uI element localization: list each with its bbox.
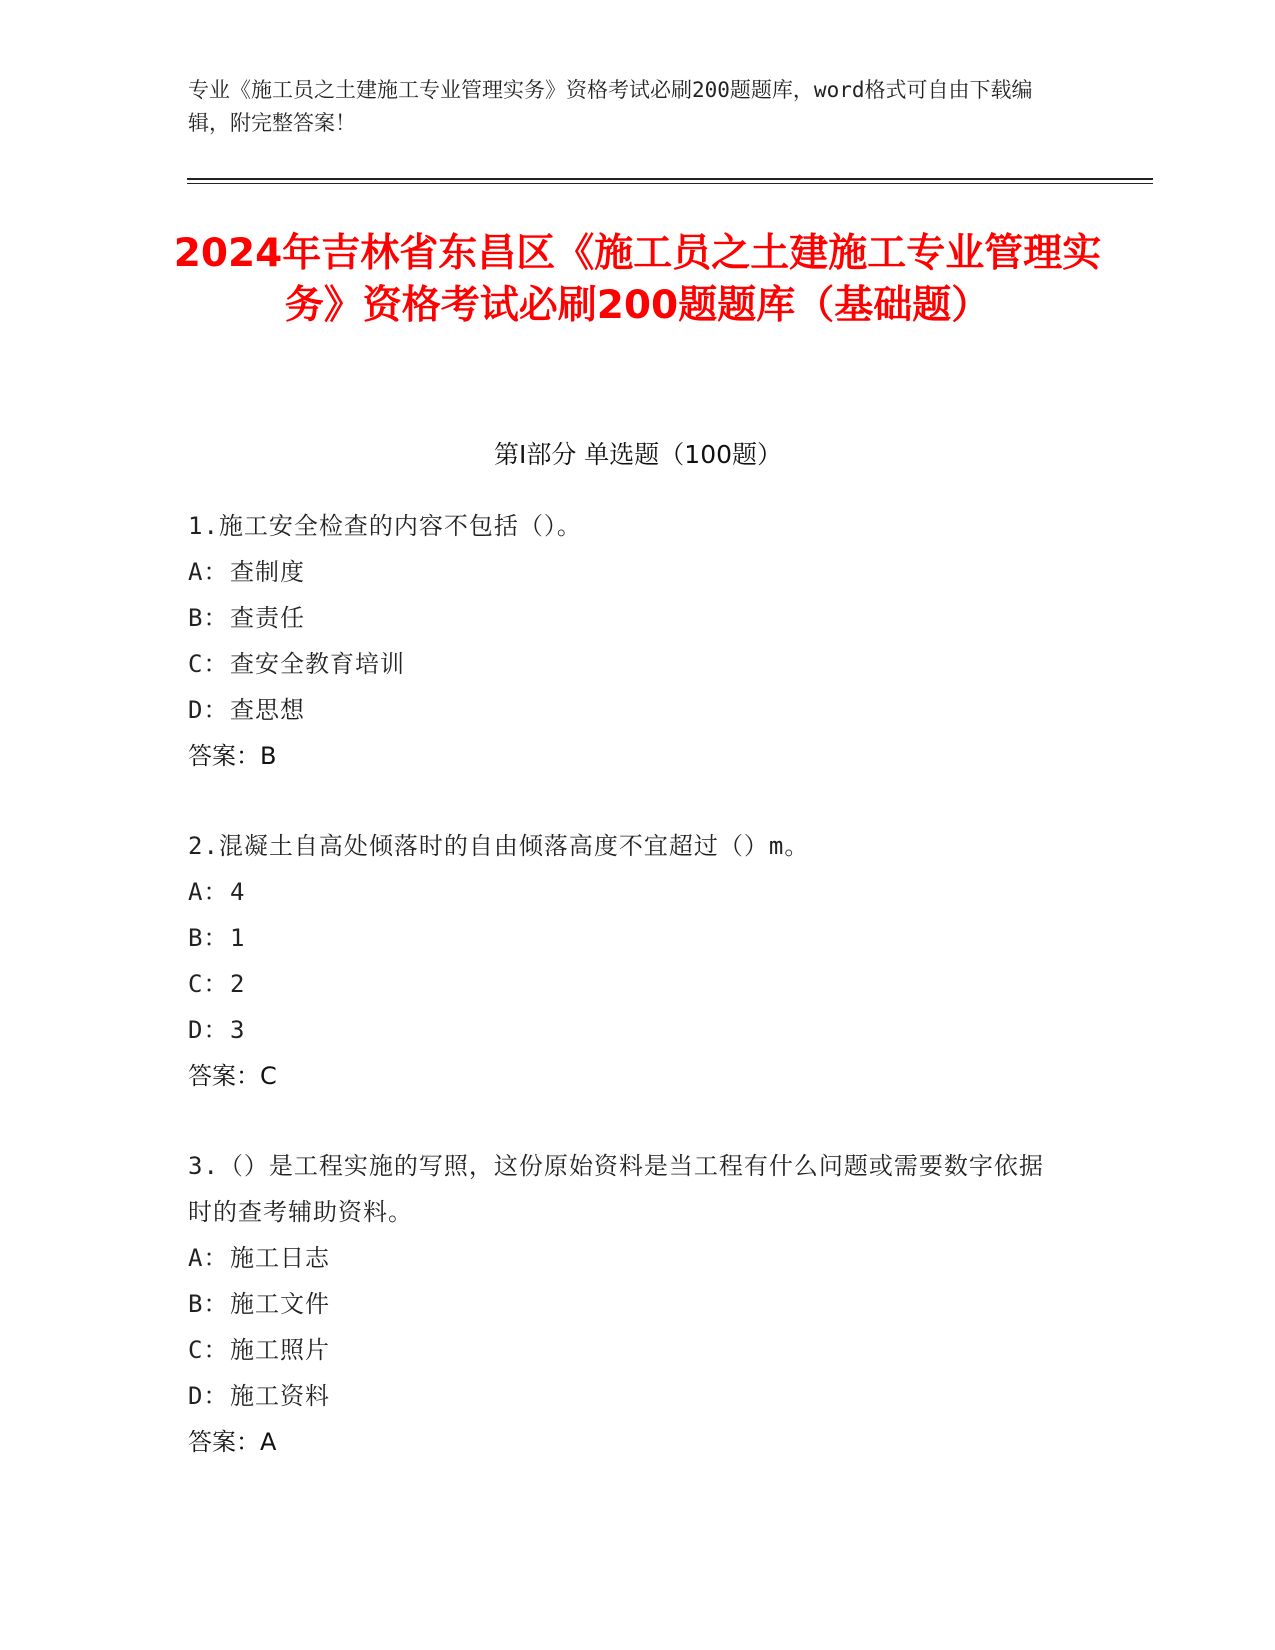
option-text: 4 (230, 878, 246, 906)
option-b (188, 915, 1068, 961)
question-1 (188, 503, 1068, 779)
option-a (188, 1235, 1068, 1281)
option-c (188, 641, 1068, 687)
option-d (188, 687, 1068, 733)
option-c (188, 961, 1068, 1007)
option-text: 施工资料 (230, 1382, 330, 1410)
option-key: D： (188, 1382, 229, 1410)
question-stem: 2.混凝土自高处倾落时的自由倾落高度不宜超过（）m。 (188, 832, 810, 860)
option-text: 1 (230, 924, 246, 952)
document-title: 2024年吉林省东昌区《施工员之土建施工专业管理实务》资格考试必刷200题题库（基础题） (173, 231, 1102, 328)
question-2 (188, 823, 1068, 1099)
option-key: C： (188, 650, 229, 678)
answer: 答案：C (188, 1062, 277, 1090)
option-b (188, 1281, 1068, 1327)
header-note: 专业《施工员之土建施工专业管理实务》资格考试必刷200题题库，word格式可自由下载编辑，附完整答案！ (188, 78, 1033, 135)
option-key: D： (188, 1016, 229, 1044)
question-3 (188, 1143, 1068, 1465)
option-key: C： (188, 1336, 229, 1364)
header-rule-thick (187, 178, 1153, 180)
option-key: B： (188, 924, 229, 952)
option-key: C： (188, 970, 229, 998)
option-text: 查责任 (230, 604, 305, 632)
option-b (188, 595, 1068, 641)
option-text: 施工文件 (230, 1290, 330, 1318)
option-a (188, 869, 1068, 915)
option-d (188, 1373, 1068, 1419)
option-text: 查制度 (230, 558, 305, 586)
option-text: 3 (230, 1016, 246, 1044)
question-stem: 1.施工安全检查的内容不包括（）。 (188, 512, 582, 540)
option-key: D： (188, 696, 229, 724)
header-rule-thin (187, 183, 1153, 184)
question-stem: 3.（）是工程实施的写照，这份原始资料是当工程有什么问题或需要数字依据时的查考辅助资料。 (188, 1152, 1044, 1226)
option-key: A： (188, 558, 229, 586)
option-text: 查思想 (230, 696, 305, 724)
option-text: 施工日志 (230, 1244, 330, 1272)
option-key: A： (188, 878, 229, 906)
section-title: 第I部分 单选题（100题） (493, 440, 783, 469)
option-text: 2 (230, 970, 246, 998)
option-key: B： (188, 1290, 229, 1318)
answer: 答案：A (188, 1428, 277, 1456)
option-text: 查安全教育培训 (230, 650, 405, 678)
option-d (188, 1007, 1068, 1053)
answer: 答案：B (188, 742, 277, 770)
option-c (188, 1327, 1068, 1373)
option-text: 施工照片 (230, 1336, 330, 1364)
option-a (188, 549, 1068, 595)
option-key: B： (188, 604, 229, 632)
option-key: A： (188, 1244, 229, 1272)
